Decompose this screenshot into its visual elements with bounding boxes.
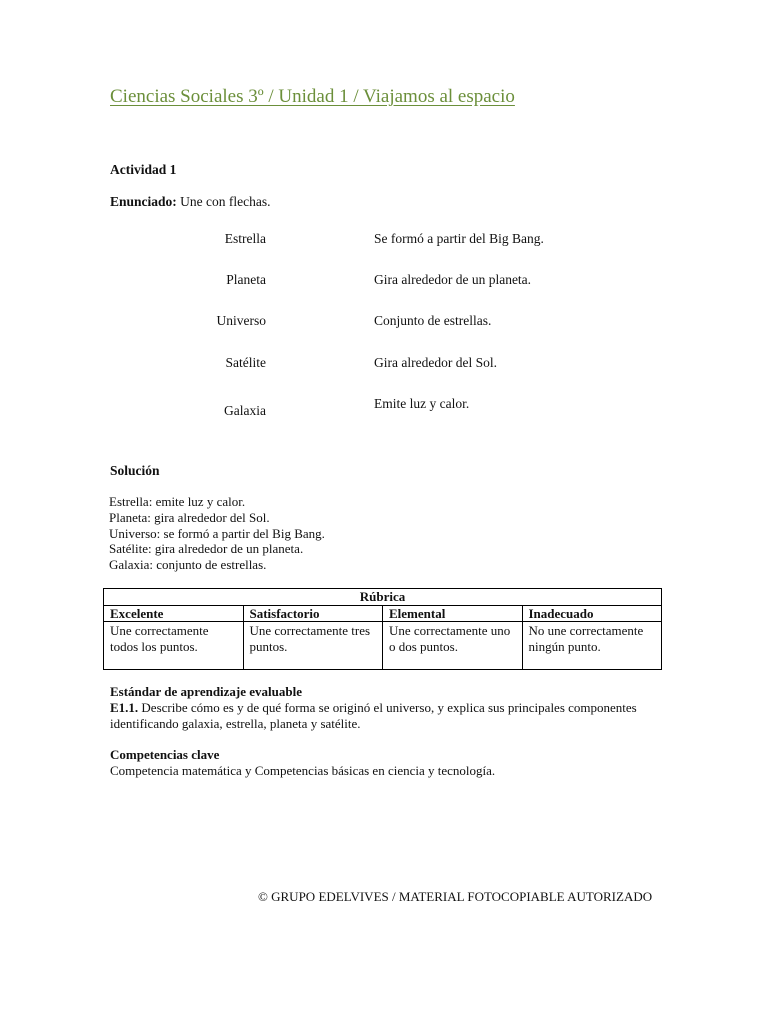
- match-term-2: Planeta: [226, 272, 266, 287]
- solution-line: Estrella: emite luz y calor.: [109, 494, 246, 509]
- rubric-cell-inadecuado: No une correctamente ningún punto.: [522, 622, 662, 670]
- match-term-3: Universo: [216, 313, 266, 328]
- standard-heading: Estándar de aprendizaje evaluable: [110, 684, 303, 699]
- rubric-cell-elemental: Une correctamente uno o dos puntos.: [383, 622, 523, 670]
- standard-code: E1.1.: [110, 700, 139, 715]
- rubric-table: [103, 588, 662, 670]
- match-definition-1: Se formó a partir del Big Bang.: [374, 231, 544, 246]
- rubric-cell-satisfactorio: Une correctamente tres puntos.: [243, 622, 383, 670]
- activity-heading: Actividad 1: [110, 162, 177, 177]
- match-term-5: Galaxia: [224, 403, 266, 418]
- match-term-1: Estrella: [224, 231, 266, 246]
- match-term-4: Satélite: [225, 355, 266, 370]
- statement-text: Une con flechas.: [176, 194, 271, 209]
- match-definition-5: Emite luz y calor.: [374, 396, 470, 411]
- solution-heading: Solución: [110, 463, 160, 478]
- match-definition-4: Gira alrededor del Sol.: [374, 355, 497, 370]
- rubric-header-inadecuado: Inadecuado: [522, 605, 662, 622]
- statement-label: Enunciado:: [110, 194, 177, 209]
- footer-copyright: © GRUPO EDELVIVES / MATERIAL FOTOCOPIABLE AUTORIZADO: [258, 889, 653, 904]
- rubric-header-elemental: Elemental: [383, 605, 523, 622]
- rubric-cell-excelente: Une correctamente todos los puntos.: [104, 622, 244, 670]
- statement: [110, 194, 271, 210]
- match-definition-2: Gira alrededor de un planeta.: [374, 272, 532, 287]
- page-title: Ciencias Sociales 3º / Unidad 1 / Viajamos al espacio: [110, 86, 515, 107]
- solution-line: Universo: se formó a partir del Big Bang.: [109, 526, 325, 541]
- solution-line: Planeta: gira alrededor del Sol.: [109, 510, 270, 525]
- rubric-header-satisfactorio: Satisfactorio: [243, 605, 383, 622]
- standard-text: Describe cómo es y de qué forma se originó el universo, y explica sus principales componentes identificando galaxia, estrella, planeta y satélite.: [110, 700, 637, 731]
- solution-line: Galaxia: conjunto de estrellas.: [109, 557, 267, 572]
- competencies-heading: Competencias clave: [110, 747, 220, 762]
- rubric-header-excelente: Excelente: [104, 605, 244, 622]
- rubric-caption: Rúbrica: [104, 589, 662, 606]
- match-definition-3: Conjunto de estrellas.: [374, 313, 492, 328]
- competencies-text: Competencia matemática y Competencias básicas en ciencia y tecnología.: [110, 763, 496, 778]
- standard-description: [110, 700, 670, 732]
- solution-line: Satélite: gira alrededor de un planeta.: [109, 541, 304, 556]
